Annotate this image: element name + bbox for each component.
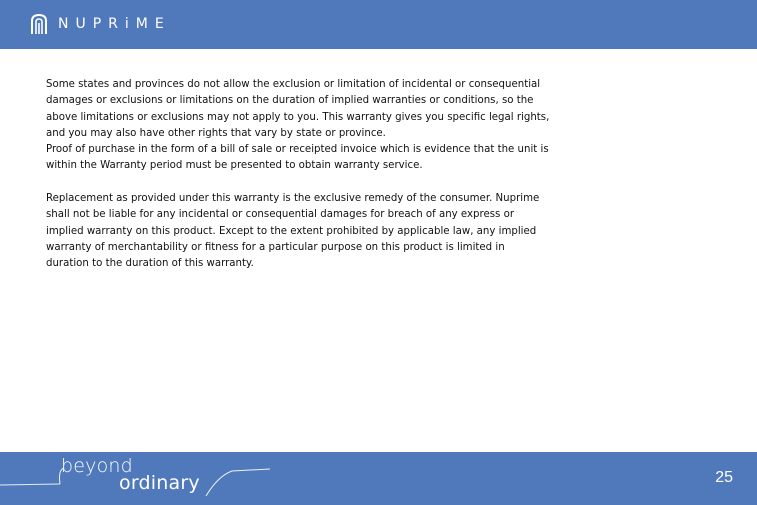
nuprime-logo-icon xyxy=(30,13,48,35)
header-bar xyxy=(0,0,757,49)
tagline-beyond: beyond xyxy=(61,455,133,477)
text-line: Proof of purchase in the form of a bill of sale or receipted invoice which is evidence that the unit is xyxy=(46,144,549,156)
text-line: Replacement as provided under this warranty is the exclusive remedy of the consumer. Nuprime xyxy=(46,193,540,205)
text-line: and you may also have other rights that vary by state or province. xyxy=(46,127,386,139)
paragraph-gap xyxy=(46,175,586,191)
text-line: Some states and provinces do not allow the exclusion or limitation of incidental or consequential xyxy=(46,79,541,90)
text-line: above limitations or exclusions may not apply to you. This warranty gives you specific legal rights, xyxy=(46,111,550,123)
text-line: duration to the duration of this warranty. xyxy=(46,258,254,270)
brand-logo xyxy=(30,11,171,37)
tagline-ordinary: ordinary xyxy=(119,472,200,494)
text-line: implied warranty on this product. Except to the extent prohibited by applicable law, any implied xyxy=(46,225,537,237)
text-line: shall not be liable for any incidental or consequential damages for breach of any express or xyxy=(46,209,515,221)
footer-bar xyxy=(0,452,757,505)
page-number: 25 xyxy=(715,469,733,486)
text-line: warranty of merchantability or fitness for a particular purpose on this product is limited in xyxy=(46,241,505,253)
warranty-text xyxy=(46,77,586,273)
text-line: within the Warranty period must be presented to obtain warranty service. xyxy=(46,160,423,172)
tagline xyxy=(0,452,280,505)
text-line: damages or exclusions or limitations on the duration of implied warranties or conditions, so the xyxy=(46,95,534,107)
brand-name: NUPRiME xyxy=(58,16,171,32)
